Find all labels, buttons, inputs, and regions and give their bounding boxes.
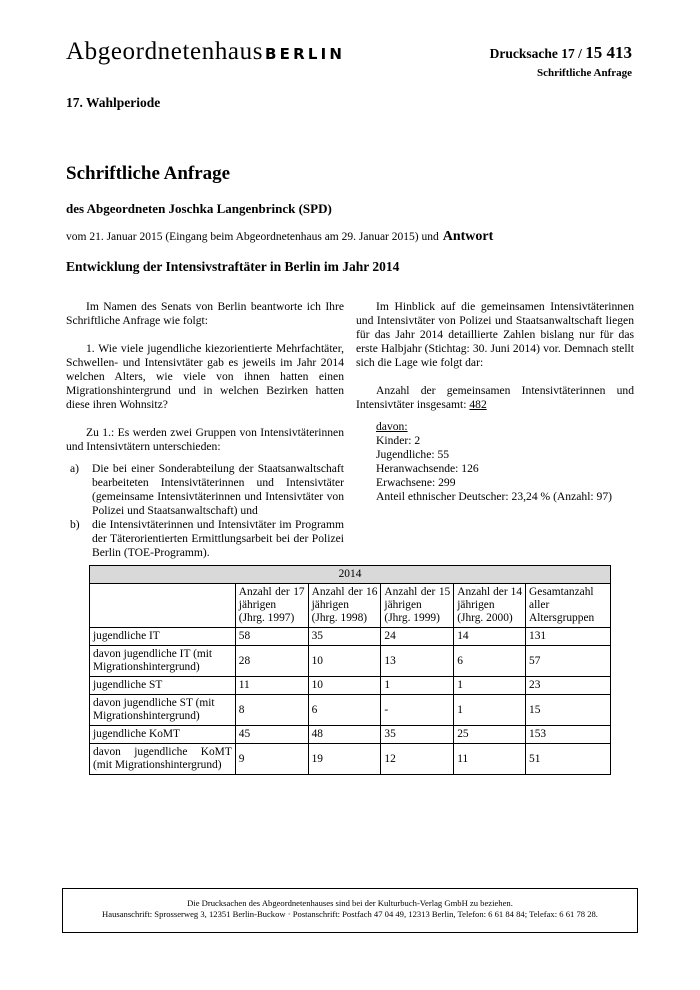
parliament-logo: [66, 38, 345, 66]
list-text: die Intensivtäterinnen und Intensivtäter im Programm der Täterorientierten Ermittlungsarbeit bei der Polizei Berlin (TOE-Programm).: [92, 518, 344, 559]
table-cell: 19: [308, 744, 381, 775]
intro-paragraph: Im Namen des Senats von Berlin beantworte ich Ihre Schriftliche Anfrage wie folgt:: [66, 300, 344, 327]
table-cell: 6: [454, 646, 526, 677]
table-cell: 24: [381, 628, 454, 646]
table-cell: 153: [526, 726, 611, 744]
table-cell: 10: [308, 646, 381, 677]
logo-city: BERLIN: [265, 45, 346, 63]
list-marker: b): [70, 518, 80, 531]
wahlperiode: 17. Wahlperiode: [66, 95, 161, 110]
list-item: Anteil ethnischer Deutscher: 23,24 % (Anzahl: 97): [376, 490, 612, 503]
table-cell: 57: [526, 646, 611, 677]
column-header: Gesamtanzahl aller Altersgruppen: [526, 584, 611, 628]
column-header: Anzahl der 14 jährigen (Jhrg. 2000): [454, 584, 526, 628]
table-cell: 131: [526, 628, 611, 646]
column-header: Anzahl der 16 jährigen (Jhrg. 1998): [308, 584, 381, 628]
table-cell: jugendliche KoMT: [90, 726, 236, 744]
table-cell: davon jugendliche IT (mit Migrationshintergrund): [90, 646, 236, 677]
table-cell: 1: [454, 677, 526, 695]
list-item: Erwachsene: 299: [376, 476, 456, 489]
right-column: [356, 300, 634, 504]
total-paragraph: [356, 384, 634, 412]
footer-line-1: Die Drucksachen des Abgeordnetenhauses sind bei der Kulturbuch-Verlag GmbH zu beziehen.: [187, 898, 513, 908]
table-cell: 35: [381, 726, 454, 744]
list-text: Die bei einer Sonderabteilung der Staatsanwaltschaft bearbeiteten Intensivtäterinnen und Intensivtäter (gemeinsame Intensivtäterinnen und Intensivtäter von Polizei und Staatsanwaltschaft) und: [92, 462, 344, 517]
table-row: [90, 677, 611, 695]
table-cell: davon jugendliche KoMT (mit Migrationshintergrund): [90, 744, 236, 775]
table-cell: jugendliche IT: [90, 628, 236, 646]
list-item: Kinder: 2: [376, 434, 421, 447]
subject-heading: Entwicklung der Intensivstraftäter in Berlin im Jahr 2014: [66, 259, 400, 274]
davon-list: [356, 420, 634, 504]
table-cell: 28: [235, 646, 308, 677]
table-cell: jugendliche ST: [90, 677, 236, 695]
total-value: 482: [469, 398, 487, 411]
table-cell: 35: [308, 628, 381, 646]
footer: [62, 888, 638, 933]
table-year-row: [90, 566, 611, 584]
page-title: Schriftliche Anfrage: [66, 163, 231, 184]
doc-type-label: Schriftliche Anfrage: [536, 67, 632, 79]
table-row: [90, 646, 611, 677]
total-text: Anzahl der gemeinsamen Intensivtäterinnen und Intensivtäter insgesamt:: [356, 384, 634, 411]
author-line: des Abgeordneten Joschka Langenbrinck (SPD): [66, 201, 332, 216]
table-cell: 14: [454, 628, 526, 646]
list-item: [66, 518, 344, 560]
statistics-table: [89, 565, 611, 775]
logo-wordmark: Abgeordnetenhaus: [66, 38, 264, 65]
table-cell: 23: [526, 677, 611, 695]
davon-label: davon:: [376, 420, 408, 433]
left-column: [66, 300, 344, 560]
column-header: Anzahl der 15 jährigen (Jhrg. 1999): [381, 584, 454, 628]
list-item: [66, 462, 344, 518]
footer-line-2: Hausanschrift: Sprosserweg 3, 12351 Berlin-Buckow · Postanschrift: Postfach 47 04 49, 12313 Berlin, Telefon: 6 61 84 84; Telefax: 6 61 78 28.: [102, 909, 598, 919]
table-cell: 25: [454, 726, 526, 744]
table-cell: 58: [235, 628, 308, 646]
antwort-label: Antwort: [442, 229, 494, 244]
table-cell: 48: [308, 726, 381, 744]
list-item: Jugendliche: 55: [376, 448, 450, 461]
table-row: [90, 726, 611, 744]
answer-1-intro: Zu 1.: Es werden zwei Gruppen von Intensivtäterinnen und Intensivtätern unterschieden:: [66, 426, 344, 453]
table-header-row: [90, 584, 611, 628]
table-cell: 10: [308, 677, 381, 695]
table-cell: 9: [235, 744, 308, 775]
context-paragraph: Im Hinblick auf die gemeinsamen Intensivtäterinnen und Intensivtäter von Polizei und Staatsanwaltschaft liegen für das Jahr 2014 detaillierte Zahlen bislang nur für das erste Halbjahr (Stichtag: 30. Juni 2014) vor. Demnach stellt sich die Lage wie folgt dar:: [356, 300, 634, 369]
table-cell: 51: [526, 744, 611, 775]
table-year: 2014: [90, 566, 611, 584]
table-cell: 11: [235, 677, 308, 695]
column-header: [90, 584, 236, 628]
drucksache-id: 15 413: [585, 43, 632, 62]
table-cell: -: [381, 695, 454, 726]
table-cell: 13: [381, 646, 454, 677]
table-cell: 8: [235, 695, 308, 726]
date-line: [66, 229, 493, 245]
table-cell: davon jugendliche ST (mit Migrationshintergrund): [90, 695, 236, 726]
list-marker: a): [70, 462, 80, 475]
drucksache-number: [490, 43, 632, 63]
list-item: Heranwachsende: 126: [376, 462, 479, 475]
table-cell: 11: [454, 744, 526, 775]
question-1: 1. Wie viele jugendliche kiezorientierte Mehrfachtäter, Schwellen- und Intensivtäter gab es jeweils im Jahr 2014 welchen Alters, wie viele von ihnen hatten einen Migrationshintergrund und in welchen Bezirken hatten diese ihren Wohnsitz?: [66, 342, 344, 411]
table-cell: 1: [454, 695, 526, 726]
table-cell: 12: [381, 744, 454, 775]
table-cell: 45: [235, 726, 308, 744]
table-cell: 6: [308, 695, 381, 726]
table-cell: 1: [381, 677, 454, 695]
table-row: [90, 695, 611, 726]
drucksache-prefix: Drucksache 17 /: [489, 46, 582, 61]
table-cell: 15: [526, 695, 611, 726]
table-row: [90, 744, 611, 775]
date-text: vom 21. Januar 2015 (Eingang beim Abgeordnetenhaus am 29. Januar 2015) und: [66, 231, 439, 243]
table-row: [90, 628, 611, 646]
column-header: Anzahl der 17 jährigen (Jhrg. 1997): [235, 584, 308, 628]
